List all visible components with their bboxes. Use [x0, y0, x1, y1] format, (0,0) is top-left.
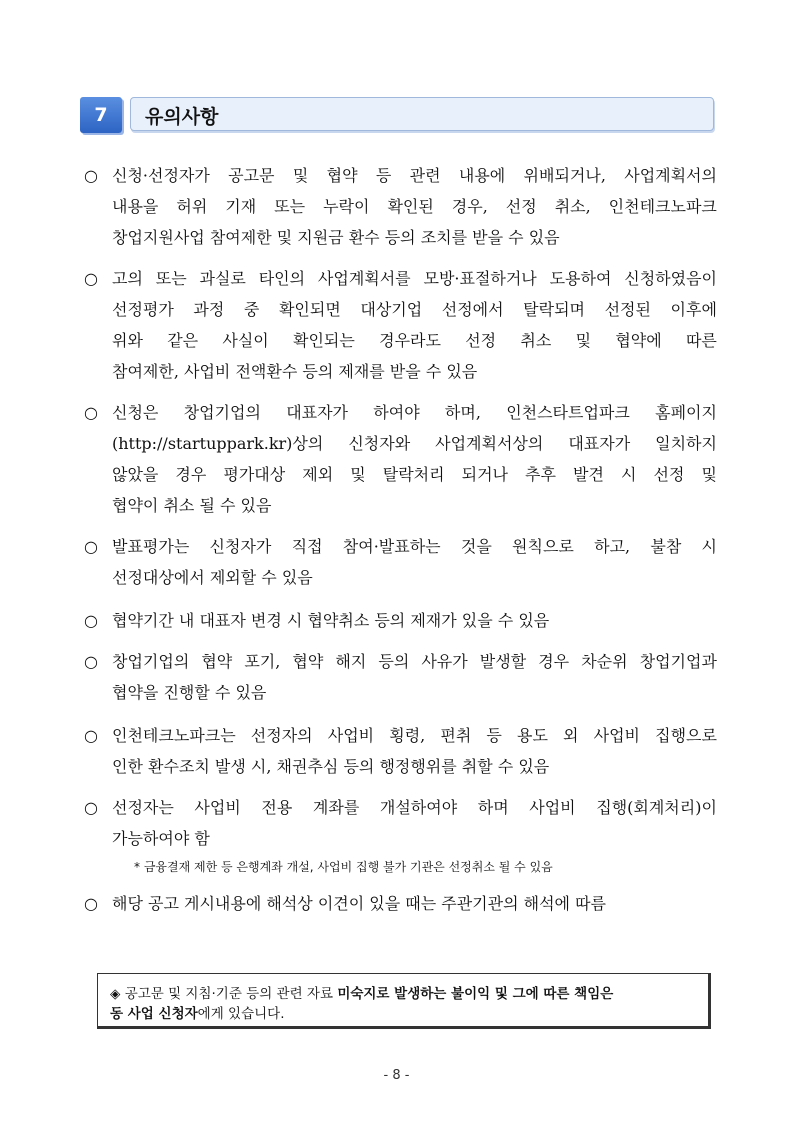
item-line: 선정자는 사업비 전용 계좌를 개설하여야 하며 사업비 집행(회계처리)이 — [112, 798, 717, 817]
bullet-circle-icon: ○ — [84, 894, 98, 913]
notice-text-plain: 공고문 및 지침·기준 등의 관련 자료 — [124, 986, 334, 1002]
item-line: 발표평가는 신청자가 직접 참여·발표하는 것을 원칙으로 하고, 불참 시 — [112, 537, 717, 556]
item-line: 협약기간 내 대표자 변경 시 협약취소 등의 제재가 있을 수 있음 — [112, 611, 550, 630]
diamond-icon: ◈ — [110, 986, 121, 1002]
bullet-circle-icon: ○ — [84, 652, 98, 671]
section-header — [80, 97, 714, 133]
item-line: 창업지원사업 참여제한 및 지원금 환수 등의 조치를 받을 수 있음 — [112, 228, 560, 247]
bullet-circle-icon: ○ — [84, 798, 98, 817]
bullet-circle-icon: ○ — [84, 611, 98, 630]
item-line: 해당 공고 게시내용에 해석상 이견이 있을 때는 주관기관의 해석에 따름 — [112, 894, 606, 913]
item-line: 선정대상에서 제외할 수 있음 — [112, 568, 313, 587]
section-title: 유의사항 — [145, 106, 219, 128]
item-line: 고의 또는 과실로 타인의 사업계획서를 모방·표절하거나 도용하여 신청하였음이 — [112, 269, 717, 288]
item-line: 창업기업의 협약 포기, 협약 해지 등의 사유가 발생할 경우 차순위 창업기업과 — [112, 652, 717, 671]
notes-list — [84, 160, 717, 929]
list-item — [84, 160, 717, 253]
list-item — [84, 263, 717, 387]
list-item — [84, 646, 717, 708]
notice-text-bold2: 동 사업 신청자 — [110, 1006, 198, 1022]
notice-box — [97, 973, 711, 1029]
notice-text-bold1: 미숙지로 발생하는 불이익 및 그에 따른 책임은 — [337, 986, 614, 1002]
item-line: 신청·선정자가 공고문 및 협약 등 관련 내용에 위배되거나, 사업계획서의 — [112, 166, 717, 185]
list-item — [84, 531, 717, 593]
item-footnote: * 금융결재 제한 등 은행계좌 개설, 사업비 집행 불가 기관은 선정취소 될 수 있음 — [134, 860, 553, 874]
bullet-circle-icon: ○ — [84, 537, 98, 556]
item-line: 협약을 진행할 수 있음 — [112, 683, 267, 702]
bullet-circle-icon: ○ — [84, 166, 98, 185]
section-number-badge: 7 — [80, 97, 122, 133]
item-line: 인천테크노파크는 선정자의 사업비 횡령, 편취 등 용도 외 사업비 집행으로 — [112, 726, 717, 745]
item-line: 신청은 창업기업의 대표자가 하여야 하며, 인천스타트업파크 홈페이지 — [112, 403, 717, 422]
list-item — [84, 720, 717, 782]
item-line: 내용을 허위 기재 또는 누락이 확인된 경우, 선정 취소, 인천테크노파크 — [112, 197, 717, 216]
page-number: - 8 - — [383, 1068, 410, 1083]
bullet-circle-icon: ○ — [84, 269, 98, 288]
bullet-circle-icon: ○ — [84, 726, 98, 745]
item-line: 협약이 취소 될 수 있음 — [112, 496, 272, 515]
item-line: 위와 같은 사실이 확인되는 경우라도 선정 취소 및 협약에 따른 — [112, 331, 717, 350]
list-item — [84, 397, 717, 521]
item-line: 않았을 경우 평가대상 제외 및 탈락처리 되거나 추후 발견 시 선정 및 — [112, 465, 717, 484]
item-line: 인한 환수조치 발생 시, 채권추심 등의 행정행위를 취할 수 있음 — [112, 757, 550, 776]
item-line: (http://startuppark.kr)상의 신청자와 사업계획서상의 대표자가 일치하지 — [112, 434, 717, 453]
list-item — [84, 888, 717, 919]
bullet-circle-icon: ○ — [84, 403, 98, 422]
notice-text-end: 에게 있습니다. — [197, 1006, 285, 1022]
section-title-box — [130, 97, 714, 131]
item-line: 선정평가 과정 중 확인되면 대상기업 선정에서 탈락되며 선정된 이후에 — [112, 300, 717, 319]
list-item — [84, 605, 717, 636]
item-line: 가능하여야 함 — [112, 829, 210, 848]
list-item — [84, 792, 717, 878]
item-line: 참여제한, 사업비 전액환수 등의 제재를 받을 수 있음 — [112, 362, 478, 381]
